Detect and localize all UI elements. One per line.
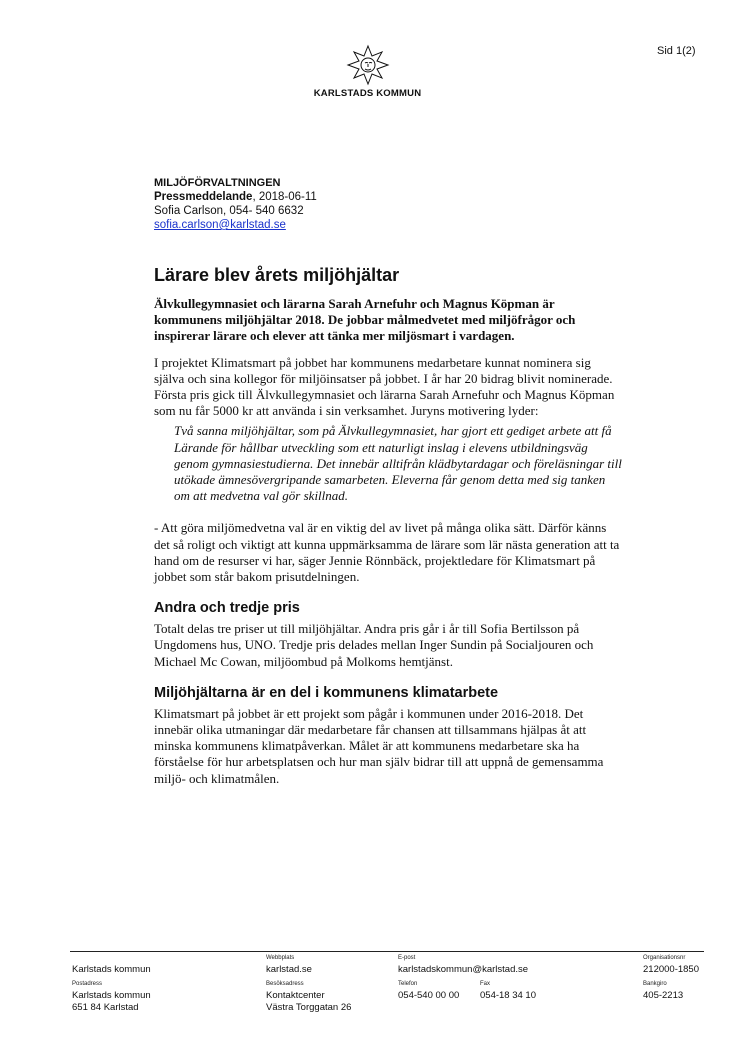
footer-visit-label: Besöksadress bbox=[266, 981, 304, 987]
footer-postal-1: Karlstads kommun bbox=[72, 990, 151, 1001]
page-number: Sid 1(2) bbox=[657, 45, 696, 57]
paragraph-2: - Att göra miljömedvetna val är en viktig del av livet på många olika sätt. Därför känns det så roligt och viktigt att kunna uppmärksamma de lärare som lär nästa generation att ta hand om de resurser vi har, säger Jennie Rönnbäck, projektledare för Klimatsmart på jobbet som står bakom prisutdelningen. bbox=[154, 520, 620, 585]
section-heading-prizes: Andra och tredje pris bbox=[154, 600, 300, 617]
footer-web-label: Webbplats bbox=[266, 955, 295, 961]
logo bbox=[300, 44, 435, 99]
article-title: Lärare blev årets miljöhjältar bbox=[154, 265, 400, 285]
footer-orgnr: 212000-1850 bbox=[643, 964, 699, 975]
doc-date: , 2018-06-11 bbox=[252, 191, 317, 203]
paragraph-4: Klimatsmart på jobbet är ett projekt som pågår i kommunen under 2016-2018. Det innebär olika utmaningar där medarbetare får chansen att tillsammans hjälpas åt att minska kommunens klimatpåverkan. Målet är att kommunens medarbetare ska ha förståelse för hur arbetsplatsen och hur man själv bidrar till att uppnå de gemensamma miljö- och klimatmålen. bbox=[154, 705, 604, 786]
doc-type: Pressmeddelande bbox=[154, 191, 253, 203]
footer-bank: 405-2213 bbox=[643, 990, 684, 1001]
email-link[interactable]: sofia.carlson@karlstad.se bbox=[154, 219, 286, 231]
article bbox=[154, 264, 624, 787]
logo-text: KARLSTADS KOMMUN bbox=[313, 88, 422, 99]
footer-fax-label: Fax bbox=[480, 981, 491, 987]
footer-web[interactable]: karlstad.se bbox=[266, 964, 312, 975]
footer-divider bbox=[70, 951, 704, 952]
department: MILJÖFÖRVALTNINGEN bbox=[154, 177, 281, 189]
article-lead: Älvkullegymnasiet och lärarna Sarah Arnefuhr och Magnus Köpman är kommunens miljöhjältar 2018. De jobbar målmedvetet med miljöfrågor och inspirerar lärare och elever att tänka mer miljösmart i vardagen. bbox=[154, 296, 576, 344]
footer-postal-label: Postadress bbox=[72, 981, 103, 987]
section-heading-climate: Miljöhjältarna är en del i kommunens klimatarbete bbox=[154, 684, 499, 701]
footer-phone-label: Telefon bbox=[398, 981, 418, 987]
footer-visit-2: Västra Torggatan 26 bbox=[266, 1002, 352, 1013]
footer-phone: 054-540 00 00 bbox=[398, 990, 460, 1001]
sender-block bbox=[154, 176, 317, 232]
footer-email-label: E-post bbox=[398, 955, 416, 961]
doc-type-line bbox=[154, 190, 317, 204]
footer-bank-label: Bankgiro bbox=[643, 981, 667, 987]
sun-icon bbox=[346, 44, 390, 86]
footer-fax: 054-18 34 10 bbox=[480, 990, 536, 1001]
paragraph-3: Totalt delas tre priser ut till miljöhjältar. Andra pris går i år till Sofia Bertilsson på Ungdomens hus, UNO. Tredje pris delades mellan Inger Sundin på Socialjouren och Michael Mc Cowan, miljöombud på Molkoms hemtjänst. bbox=[154, 621, 594, 669]
footer-visit-1: Kontaktcenter bbox=[266, 990, 325, 1001]
footer-org-name: Karlstads kommun bbox=[72, 964, 151, 975]
jury-quote: Två sanna miljöhjältar, som på Älvkullegymnasiet, har gjort ett gediget arbete att få Lärande för hållbar utveckling som ett naturligt inslag i elevens utbildningsväg genom gymnasiestudierna. Det innebär alltifrån klädbytardagar och föreläsningar till utökade ämnesövergripande samarbeten. Eleverna får genom detta med sig tanken om att medvetna val gör skillnad. bbox=[174, 423, 622, 504]
contact: Sofia Carlson, 054- 540 6632 bbox=[154, 205, 304, 217]
footer-orgnr-label: Organisationsnr bbox=[643, 955, 686, 961]
footer-postal-2: 651 84 Karlstad bbox=[72, 1002, 139, 1013]
footer-email[interactable]: karlstadskommun@karlstad.se bbox=[398, 964, 529, 975]
paragraph-1: I projektet Klimatsmart på jobbet har kommunens medarbetare kunnat nominera sig själva och sina kollegor för miljöinsatser på jobbet. I år har 20 bidrag blivit nominerade. Första pris gick till Älvkullegymnasiet och lärarna Sarah Arnefuhr och Magnus Köpman som nu får 5000 kr att använda i sin verksamhet. Juryns motivering lyder: bbox=[154, 354, 615, 419]
